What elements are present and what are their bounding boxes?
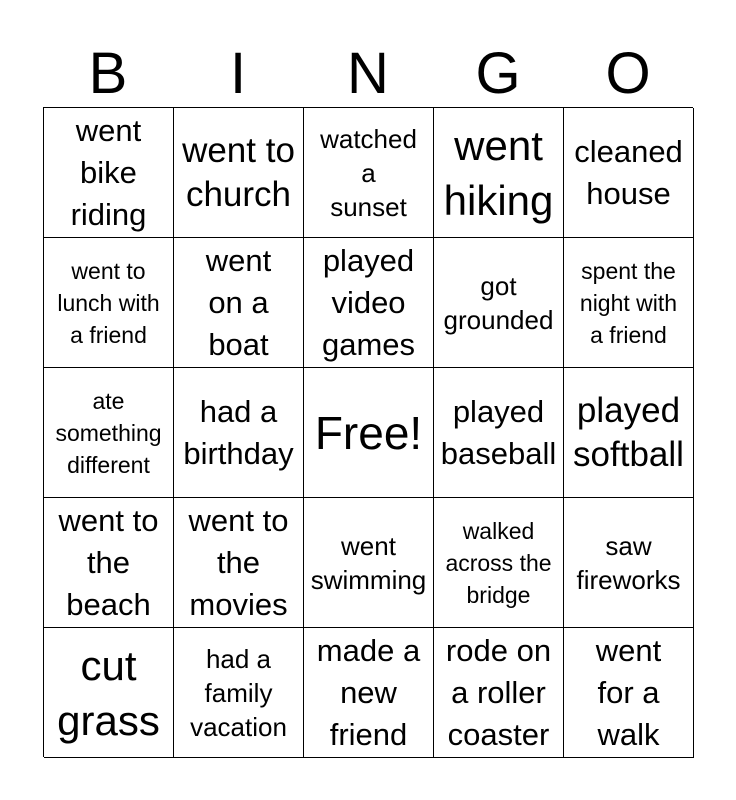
bingo-cell-r2-c4[interactable] [434, 238, 564, 368]
free-space-text: Free! [314, 406, 423, 459]
bingo-cell-r5-c4[interactable] [434, 628, 564, 758]
bingo-cell-r4-c3[interactable] [304, 498, 434, 628]
header-letter-g: G [475, 41, 521, 106]
cell-text: rode on a roller coaster [445, 632, 552, 752]
header-letter-b: B [88, 41, 128, 106]
header-letter-n: N [347, 41, 389, 106]
bingo-cell-r2-c3[interactable] [304, 238, 434, 368]
header-letter-i: I [229, 41, 247, 106]
bingo-cell-r1-c2[interactable] [174, 108, 304, 238]
bingo-cell-r5-c3[interactable] [304, 628, 434, 758]
cell-text: walked across the bridge [445, 517, 552, 608]
bingo-cell-r2-c1[interactable] [44, 238, 174, 368]
bingo-cell-r2-c2[interactable] [174, 238, 304, 368]
cell-text: spent the night with a friend [579, 257, 678, 348]
bingo-cell-r3-c2[interactable] [174, 368, 304, 498]
header-letter-o: O [605, 41, 651, 106]
cell-text: went on a boat [205, 242, 272, 362]
bingo-cell-r1-c3[interactable] [304, 108, 434, 238]
bingo-cell-free-space[interactable] [304, 368, 434, 498]
bingo-cell-r1-c5[interactable] [564, 108, 694, 238]
bingo-cell-r4-c5[interactable] [564, 498, 694, 628]
bingo-cell-r4-c2[interactable] [174, 498, 304, 628]
bingo-cell-r5-c1[interactable] [44, 628, 174, 758]
bingo-cell-r5-c5[interactable] [564, 628, 694, 758]
bingo-cell-r2-c5[interactable] [564, 238, 694, 368]
cell-text: ate something different [55, 387, 162, 478]
bingo-cell-r3-c5[interactable] [564, 368, 694, 498]
cell-text: cleaned house [574, 133, 683, 211]
bingo-cell-r1-c1[interactable] [44, 108, 174, 238]
cell-text: went hiking [443, 121, 554, 224]
cell-text: went bike riding [70, 112, 147, 232]
cell-text: played baseball [440, 393, 557, 471]
bingo-cell-r3-c4[interactable] [434, 368, 564, 498]
cell-text: went to the beach [58, 502, 159, 622]
cell-text: went for a walk [595, 632, 662, 752]
cell-text: cut grass [57, 641, 160, 744]
cell-text: played softball [573, 390, 684, 474]
cell-text: made a new friend [316, 632, 421, 752]
cell-text: went swimming [310, 530, 427, 595]
bingo-cell-r3-c1[interactable] [44, 368, 174, 498]
bingo-cell-r4-c4[interactable] [434, 498, 564, 628]
cell-text: had a birthday [183, 393, 294, 471]
cell-text: went to church [182, 130, 295, 214]
cell-text: went to lunch with a friend [57, 257, 160, 348]
bingo-board [43, 107, 693, 757]
cell-text: went to the movies [188, 502, 289, 622]
cell-text: played video games [321, 242, 416, 362]
bingo-header [43, 40, 693, 108]
cell-text: watched a sunset [320, 123, 417, 222]
bingo-cell-r4-c1[interactable] [44, 498, 174, 628]
bingo-cell-r5-c2[interactable] [174, 628, 304, 758]
cell-text: had a family vacation [190, 643, 287, 742]
bingo-cell-r1-c4[interactable] [434, 108, 564, 238]
cell-text: saw fireworks [576, 530, 681, 595]
cell-text: got grounded [443, 270, 554, 335]
